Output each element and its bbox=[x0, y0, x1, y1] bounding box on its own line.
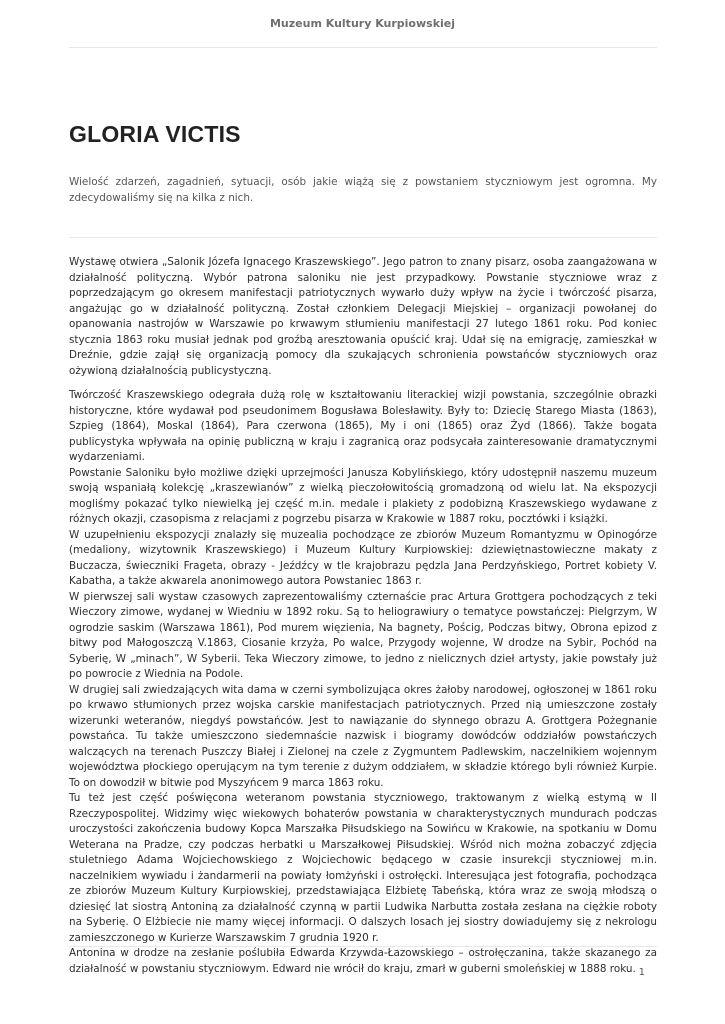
article-intro: Wielość zdarzeń, zagadnień, sytuacji, osób jakie wiążą się z powstaniem styczniowym jest ogromna. My zdecydowaliśmy się na kilka z nich. bbox=[69, 176, 657, 204]
body-paragraph: W uzupełnieniu ekspozycji znalazły się muzealia pochodzące ze zbiorów Muzeum Romantyzmu w Opinogórze (medaliony, wizytownik Kraszewskiego) i Muzeum Kultury Kurpiowskiej: dziewiętnastowieczne makaty z Buczacza, świeczniki Frageta, obrazy - Jeźdźcy w tle krajobrazu pędzla Jana Perdzyńskiego, Portret kobiety V. Kabatha, a także akwarela anonimowego autora Powstaniec 1863 r. bbox=[69, 528, 657, 587]
article-body bbox=[69, 255, 657, 977]
intro-divider bbox=[69, 237, 657, 238]
header-divider bbox=[69, 47, 657, 48]
body-paragraph: Wystawę otwiera „Salonik Józefa Ignacego Kraszewskiego”. Jego patron to znany pisarz, osoba zaangażowana w działalność polityczną. Wybór patrona saloniku nie jest przypadkowy. Powstanie styczniowe wraz z poprzedzającym go okresem manifestacji patriotycznych wywarło duży wpływ na życie i twórczość pisarza, angażując go w działalność polityczną. Został członkiem Delegacji Miejskiej – organizacji powołanej do opanowania nastrojów w Warszawie po krwawym stłumieniu manifestacji 27 lutego 1861 roku. Pod koniec stycznia 1863 roku musiał jednak pod groźbą aresztowania opuścić kraj. Udał się na emigrację, zamieszkał w Dreźnie, gdzie zajął się organizacją pomocy dla szukających schronienia powstańców styczniowych oraz ożywioną działalnością publicystyczną. bbox=[69, 256, 657, 377]
body-paragraph: Powstanie Saloniku było możliwe dzięki uprzejmości Janusza Kobylińskiego, który udostępnił naszemu muzeum swoją wspaniałą kolekcję „kraszewianów” z wielką pieczołowitością gromadzoną od wielu lat. Na ekspozycji mogliśmy pokazać tylko niewielką jej część m.in. medale i plakiety z podobizną Kraszewskiego wydawane z różnych okazji, czasopisma z relacjami z pogrzebu pisarza w Krakowie w 1887 roku, pocztówki i książki. bbox=[69, 466, 657, 525]
body-paragraph: Tu też jest część poświęcona weteranom powstania styczniowego, traktowanym z wielką estymą w II Rzeczypospolitej. Widzimy więc wiekowych bohaterów powstania w charakterystycznych mundurach podczas uroczystości zakończenia budowy Kopca Marszałka Piłsudskiego na Sowińcu w Krakowie, na spotkaniu w Domu Weterana na Pradze, czy podczas herbatki u Marszałkowej Piłsudskiej. Wśród nich można zobaczyć zdjęcia stuletniego Adama Wojciechowskiego z Wojciechowic będącego w czasie insurekcji styczniowej m.in. naczelnikiem wywiadu i żandarmerii na powiaty łomżyński i ostrołęcki. Interesująca jest fotografia, pochodząca ze zbiorów Muzeum Kultury Kurpiowskiej, przedstawiająca Elżbietę Tabeńską, która wraz ze swoją młodszą o dziesięć lat siostrą Antoniną za działalność czynną w partii Ludwika Narbutta została zesłana na ciężkie roboty na Syberię. O Elżbiecie nie mamy więcej informacji. O dalszych losach jej siostry dowiadujemy się z nekrologu zamieszczonego w Kurierze Warszawskim 7 grudnia 1920 r. bbox=[69, 792, 657, 944]
site-header: Muzeum Kultury Kurpiowskiej bbox=[269, 17, 456, 30]
body-paragraph: W drugiej sali zwiedzających wita dama w czerni symbolizująca okres żałoby narodowej, ogłoszonej w 1861 roku po krwawo stłumionych przez wojska carskie manifestacjach patriotycznych. Przed nią umieszczone zostały wizerunki weteranów, niegdyś powstańców. Jest to nawiązanie do słynnego obrazu A. Grottgera Pożegnanie powstańca. Tu także umieszczono siedemnaście nazwisk i biogramy dowódców oddziałów powstańczych walczących na terenach Puszczy Białej i Zielonej na czele z Zygmuntem Padlewskim, naczelnikiem wojennym województwa płockiego operującym na tym terenie z dużym oddziałem, w składzie którego byli również Kurpie. To on dowodził w bitwie pod Myszyńcem 9 marca 1863 roku. bbox=[69, 683, 657, 789]
body-paragraph: Twórczość Kraszewskiego odegrała dużą rolę w kształtowaniu literackiej wizji powstania, szczególnie obrazki historyczne, które wydawał pod pseudonimem Bogusława Bolesławity. Były to: Dziecię Starego Miasta (1863), Szpieg (1864), Moskal (1864), Para czerwona (1865), My i oni (1865) oraz Żyd (1866). Także bogata publicystyka wpływała na opinię publiczną w kraju i zagranicą oraz podsycała zainteresowanie dramatycznymi wydarzeniami. bbox=[69, 389, 657, 463]
footer-divider bbox=[69, 946, 657, 947]
body-paragraph: W pierwszej sali wystaw czasowych zaprezentowaliśmy czternaście prac Artura Grottgera pochodzących z teki Wieczory zimowe, wydanej w Wiedniu w 1892 roku. Są to heliograwiury o tematyce powstańczej: Pielgrzym, W ogrodzie saskim (Warszawa 1861), Pod murem więzienia, Na bagnety, Pościg, Podczas bitwy, Obrona epizod z bitwy pod Małogoszczą V.1863, Ciosanie krzyża, Po walce, Przygody wojenne, W drodze na Sybir, Pochód na Syberię, W „minach”, W Syberii. Teka Wieczory zimowe, to jedno z nielicznych dzieł artysty, jakie powstały już po powrocie z Wiednia na Podole. bbox=[69, 590, 657, 680]
page-number: 1 bbox=[638, 967, 645, 978]
body-paragraph: Antonina w drodze na zesłanie poślubiła Edwarda Krzywda-Łazowskiego – ostrołęczanina, także skazanego za działalność w powstaniu styczniowym. Edward nie wrócił do kraju, zmarł w guberni smoleńskiej w 1888 roku. bbox=[69, 947, 657, 975]
article-title: GLORIA VICTIS bbox=[69, 121, 241, 147]
